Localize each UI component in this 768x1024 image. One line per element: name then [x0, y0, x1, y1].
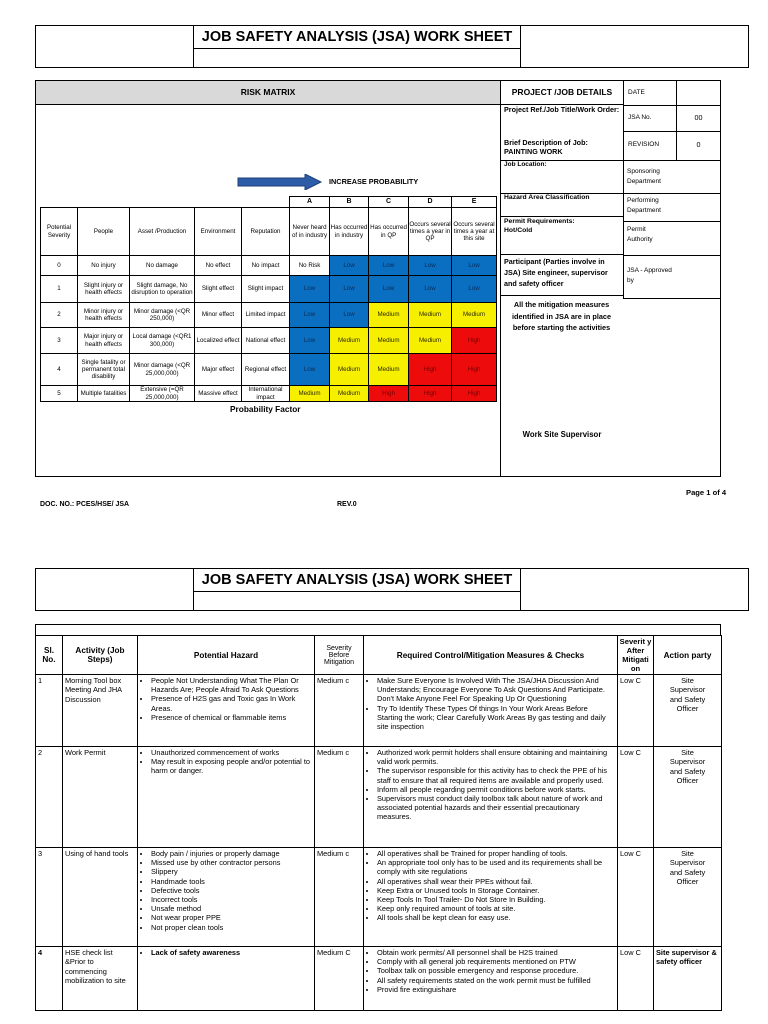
col-header: Occurs several times a year at this site: [452, 208, 497, 256]
work-site-supervisor: Work Site Supervisor: [522, 430, 602, 439]
risk-level-cell: Low: [369, 276, 409, 303]
table-row: [36, 947, 722, 1011]
risk-level-cell: Low: [409, 256, 452, 276]
hazard-item: • Presence of chemical or flammable items: [151, 713, 312, 722]
hazard-area-label: Hazard Area Classification: [504, 194, 590, 201]
control-list: [364, 675, 618, 747]
risk-level-cell: High: [452, 328, 497, 354]
risk-level-cell: Medium: [409, 303, 452, 328]
environment-effect: Major effect: [195, 354, 242, 386]
col-header: Environment: [195, 208, 242, 256]
activity-text: Morning Tool box Meeting And JHA Discussion: [63, 675, 138, 747]
environment-effect: Localized effect: [195, 328, 242, 354]
risk-level-cell: High: [452, 386, 497, 402]
revision-label: REVISION: [628, 141, 660, 148]
hazard-item: • Not wear proper PPE: [151, 913, 312, 922]
control-item: • Authorized work permit holders shall ensure obtaining and maintaining valid work permits.: [377, 748, 615, 766]
severity-before: Medium c: [315, 675, 364, 747]
severity-after: Low C: [618, 848, 654, 947]
asset-effect: Local damage (<QR1 300,000): [130, 328, 195, 354]
details-grid-line: [623, 131, 721, 132]
prob-letter: B: [330, 197, 369, 208]
risk-level-cell: Low: [330, 303, 369, 328]
col-header: Potential Severity: [41, 208, 78, 256]
people-effect: Single fatality or permanent total disability: [78, 354, 130, 386]
hazard-list: [138, 947, 315, 1011]
job-location-label: Job Location:: [504, 161, 547, 168]
risk-row: [41, 354, 497, 386]
page1-column-divider: [500, 80, 501, 477]
control-list: [364, 848, 618, 947]
hazard-item: [151, 948, 312, 957]
activity-text: Using of hand tools: [63, 848, 138, 947]
column-header-hazard: Potential Hazard: [138, 636, 315, 675]
control-item: • All operatives shall be Trained for proper handling of tools.: [377, 849, 615, 858]
col-header: Occurs several times a year in QP: [409, 208, 452, 256]
hazard-item: • Slippery: [151, 867, 312, 876]
hazard-rest-text: safety awareness: [178, 948, 241, 957]
worksheet-table: [35, 635, 722, 1011]
risk-level-cell: Medium: [369, 354, 409, 386]
reputation-effect: Regional effect: [242, 354, 290, 386]
document-number: DOC. NO.: PCES/HSE/ JSA: [40, 501, 130, 508]
mitigation-divider: [500, 295, 624, 296]
hazard-item: • Missed use by other contractor persons: [151, 858, 312, 867]
column-header-sl-no: Sl. No.: [36, 636, 63, 675]
risk-row: [41, 386, 497, 402]
row-number: 1: [36, 675, 63, 747]
risk-level-cell: Medium: [369, 303, 409, 328]
column-header-action-party: Action party: [654, 636, 722, 675]
risk-level-cell: High: [409, 386, 452, 402]
severity-before: Medium c: [315, 747, 364, 848]
risk-row: [41, 328, 497, 354]
permit-requirements-value: Hot/Cold: [504, 227, 533, 234]
risk-level-cell: Low: [330, 276, 369, 303]
severity-after: Low C: [618, 675, 654, 747]
control-item: • The supervisor responsible for this activity has to check the PPE of his staff to ensure that all required items are available and properly used.: [377, 766, 615, 784]
risk-matrix-header: RISK MATRIX: [240, 87, 296, 97]
action-party: Site Supervisor and Safety Officer: [654, 675, 722, 747]
asset-effect: Slight damage, No disruption to operation: [130, 276, 195, 303]
severity-value: 4: [41, 354, 78, 386]
control-item: • Obtain work permits/ All personnel shall be H2S trained: [377, 948, 615, 957]
brief-description-value: PAINTING WORK: [504, 147, 563, 156]
table-row: [36, 848, 722, 947]
permit-divider: [500, 216, 624, 217]
page1-title-subcell: [193, 48, 521, 68]
severity-before: Medium C: [315, 947, 364, 1011]
permit-authority-label: Permit Authority: [627, 226, 653, 243]
control-item: • Toolbax talk on possible emergency and response procedure.: [377, 966, 615, 975]
control-item: • Provid fire extinguishare: [377, 985, 615, 994]
column-header-severity-after: Severit y After Mitigati on: [618, 636, 654, 675]
control-list: [364, 947, 618, 1011]
activity-text: HSE check list &Prior to commencing mobilization to site: [63, 947, 138, 1011]
page2-title-subcell: [193, 591, 521, 611]
table-row: [36, 675, 722, 747]
risk-level-cell: Low: [290, 303, 330, 328]
probability-factor-label: Probability Factor: [230, 404, 301, 414]
risk-row: [41, 276, 497, 303]
control-item: • All tools shall be kept clean for easy use.: [377, 913, 615, 922]
details-grid-left-line: [623, 80, 624, 299]
severity-after: Low C: [618, 947, 654, 1011]
control-item: • Supervisors must conduct daily toolbox talk about nature of work and associated potential hazards and their essential precautionary measures.: [377, 794, 615, 822]
severity-before: Medium c: [315, 848, 364, 947]
environment-effect: Slight effect: [195, 276, 242, 303]
revision-number: REV.0: [337, 501, 357, 508]
hazard-list: [138, 747, 315, 848]
prob-letter: A: [290, 197, 330, 208]
hazard-item: • Handmade tools: [151, 877, 312, 886]
risk-level-cell: Medium: [330, 354, 369, 386]
severity-value: 3: [41, 328, 78, 354]
control-item: • Keep Tools In Tool Trailer- Do Not Store In Building.: [377, 895, 615, 904]
severity-after: Low C: [618, 747, 654, 848]
details-grid-line: [623, 255, 721, 256]
col-header: Has occurred in QP: [369, 208, 409, 256]
column-header-controls: Required Control/Mitigation Measures & Checks: [364, 636, 618, 675]
jsa-no-value: 00: [694, 113, 703, 122]
project-ref-label: Project Ref./Job Title/Work Order:: [504, 105, 620, 114]
permit-requirements-label: Permit Requirements:: [504, 218, 575, 225]
control-item: • Make Sure Everyone Is Involved With The JSA/JHA Discussion And Understands; Encourage Everyone To Ask Questions And Participate. Don't Make Anyone Feel For Speaking Up Or Questioning: [377, 676, 615, 704]
control-item: • All safety requirements stated on the work permit must be fulfilled: [377, 976, 615, 985]
asset-effect: Extensive (=QR 25,000,000): [130, 386, 195, 402]
hazard-list: [138, 848, 315, 947]
hazard-item: • Unauthorized commencement of works: [151, 748, 312, 757]
control-item: • Comply with all general job requirements mentioned on PTW: [377, 957, 615, 966]
severity-value: 1: [41, 276, 78, 303]
col-header: Asset /Production: [130, 208, 195, 256]
severity-value: 0: [41, 256, 78, 276]
col-header: People: [78, 208, 130, 256]
row-number: 3: [36, 848, 63, 947]
hazard-item: • Not proper clean tools: [151, 923, 312, 932]
activity-text: Work Permit: [63, 747, 138, 848]
risk-level-cell: Medium: [369, 328, 409, 354]
details-grid-line: [623, 298, 721, 299]
risk-row: [41, 303, 497, 328]
jsa-no-label: JSA No.: [628, 114, 652, 121]
hazard-item: • Presence of H2S gas and Toxic gas In Work Areas.: [151, 694, 312, 712]
risk-level-cell: Low: [290, 276, 330, 303]
asset-effect: Minor damage (<QR 25,000,000): [130, 354, 195, 386]
environment-effect: No effect: [195, 256, 242, 276]
page2-title: JOB SAFETY ANALYSIS (JSA) WORK SHEET: [201, 572, 513, 588]
project-details-header: PROJECT /JOB DETAILS: [511, 87, 613, 97]
risk-row: [41, 256, 497, 276]
row-number: 4: [36, 947, 63, 1011]
risk-matrix-table: [40, 196, 497, 402]
risk-level-cell: Low: [409, 276, 452, 303]
risk-level-cell: Low: [452, 276, 497, 303]
reputation-effect: Limited impact: [242, 303, 290, 328]
reputation-effect: International impact: [242, 386, 290, 402]
increase-probability-arrow-icon: [237, 174, 323, 190]
risk-level-cell: Low: [290, 354, 330, 386]
environment-effect: Minor effect: [195, 303, 242, 328]
page-number: Page 1 of 4: [686, 488, 727, 497]
risk-level-cell: Low: [369, 256, 409, 276]
hazard-item: • Body pain / injuries or properly damage: [151, 849, 312, 858]
brief-description-label: Brief Description of Job:: [504, 138, 588, 147]
increase-probability-label: INCREASE PROBABILITY: [329, 177, 419, 186]
col-header: Never heard of in industry: [290, 208, 330, 256]
environment-effect: Massive effect: [195, 386, 242, 402]
hazard-item: • May result in exposing people and/or potential to harm or danger.: [151, 757, 312, 775]
risk-level-cell: Medium: [330, 386, 369, 402]
revision-value: 0: [696, 140, 701, 149]
hazard-item: • People Not Understanding What The Plan Or Hazards Are; People Afraid To Ask Questions: [151, 676, 312, 694]
action-party: Site supervisor & safety officer: [654, 947, 722, 1011]
date-label: DATE: [628, 89, 645, 96]
table-row: [36, 747, 722, 848]
details-grid-line: [623, 193, 721, 194]
hazard-lead-text: Lack of: [151, 948, 177, 957]
column-header-activity: Activity (Job Steps): [63, 636, 138, 675]
asset-effect: Minor damage (<QR 250,000): [130, 303, 195, 328]
risk-level-cell: No Risk: [290, 256, 330, 276]
hazard-item: • Unsafe method: [151, 904, 312, 913]
col-header: Has occurred in industry: [330, 208, 369, 256]
jsa-approved-by-label: JSA - Approved by: [627, 267, 672, 284]
risk-level-cell: Medium: [452, 303, 497, 328]
control-item: • All operatives shall wear their PPEs without fail.: [377, 877, 615, 886]
control-item: • Inform all people regarding permit conditions before work starts.: [377, 785, 615, 794]
row-number: 2: [36, 747, 63, 848]
risk-level-cell: High: [409, 354, 452, 386]
risk-level-cell: Low: [330, 256, 369, 276]
sponsoring-department-label: Sponsoring Department: [627, 168, 661, 185]
control-item: • Try To Identify These Types Of things In Your Work Areas Before Starting the work; Clear Carefully Work Areas By gas testing and daily site inspection: [377, 704, 615, 732]
details-grid-line: [623, 221, 721, 222]
hazard-item: • Incorrect tools: [151, 895, 312, 904]
action-party: Site Supervisor and Safety Officer: [654, 747, 722, 848]
people-effect: No injury: [78, 256, 130, 276]
people-effect: Minor injury or health effects: [78, 303, 130, 328]
reputation-effect: National effect: [242, 328, 290, 354]
risk-level-cell: Medium: [290, 386, 330, 402]
hazard-item: • Defective tools: [151, 886, 312, 895]
people-effect: Slight injury or health effects: [78, 276, 130, 303]
participant-divider: [500, 254, 624, 255]
performing-department-label: Performing Department: [627, 197, 661, 214]
prob-letter: D: [409, 197, 452, 208]
mitigation-note: All the mitigation measures identified in JSA are in place before starting the activities: [511, 300, 612, 332]
people-effect: Multiple fatalities: [78, 386, 130, 402]
people-effect: Major injury or health effects: [78, 328, 130, 354]
details-grid-line: [623, 105, 721, 106]
prob-letter: C: [369, 197, 409, 208]
risk-level-cell: Medium: [330, 328, 369, 354]
risk-level-cell: Low: [452, 256, 497, 276]
control-list: [364, 747, 618, 848]
column-header-severity-before: Severity Before Mitigation: [315, 636, 364, 675]
reputation-effect: No impact: [242, 256, 290, 276]
control-item: • Keep only required amount of tools at site.: [377, 904, 615, 913]
asset-effect: No damage: [130, 256, 195, 276]
details-grid-line: [623, 160, 721, 161]
risk-level-cell: High: [369, 386, 409, 402]
prob-letter: E: [452, 197, 497, 208]
reputation-effect: Slight impact: [242, 276, 290, 303]
control-item: • An appropriate tool only has to be used and its requirements shall be comply with site regulations: [377, 858, 615, 876]
risk-level-cell: Medium: [409, 328, 452, 354]
severity-value: 2: [41, 303, 78, 328]
page1-title: JOB SAFETY ANALYSIS (JSA) WORK SHEET: [201, 29, 513, 45]
risk-level-cell: High: [452, 354, 497, 386]
participant-text: Participant (Parties involve in JSA) Site engineer, supervisor and safety officer: [504, 257, 608, 288]
hazard-list: [138, 675, 315, 747]
control-item: • Keep Extra or Unused tools In Storage Container.: [377, 886, 615, 895]
risk-level-cell: Low: [290, 328, 330, 354]
col-header: Reputation: [242, 208, 290, 256]
severity-value: 5: [41, 386, 78, 402]
action-party: Site Supervisor and Safety Officer: [654, 848, 722, 947]
